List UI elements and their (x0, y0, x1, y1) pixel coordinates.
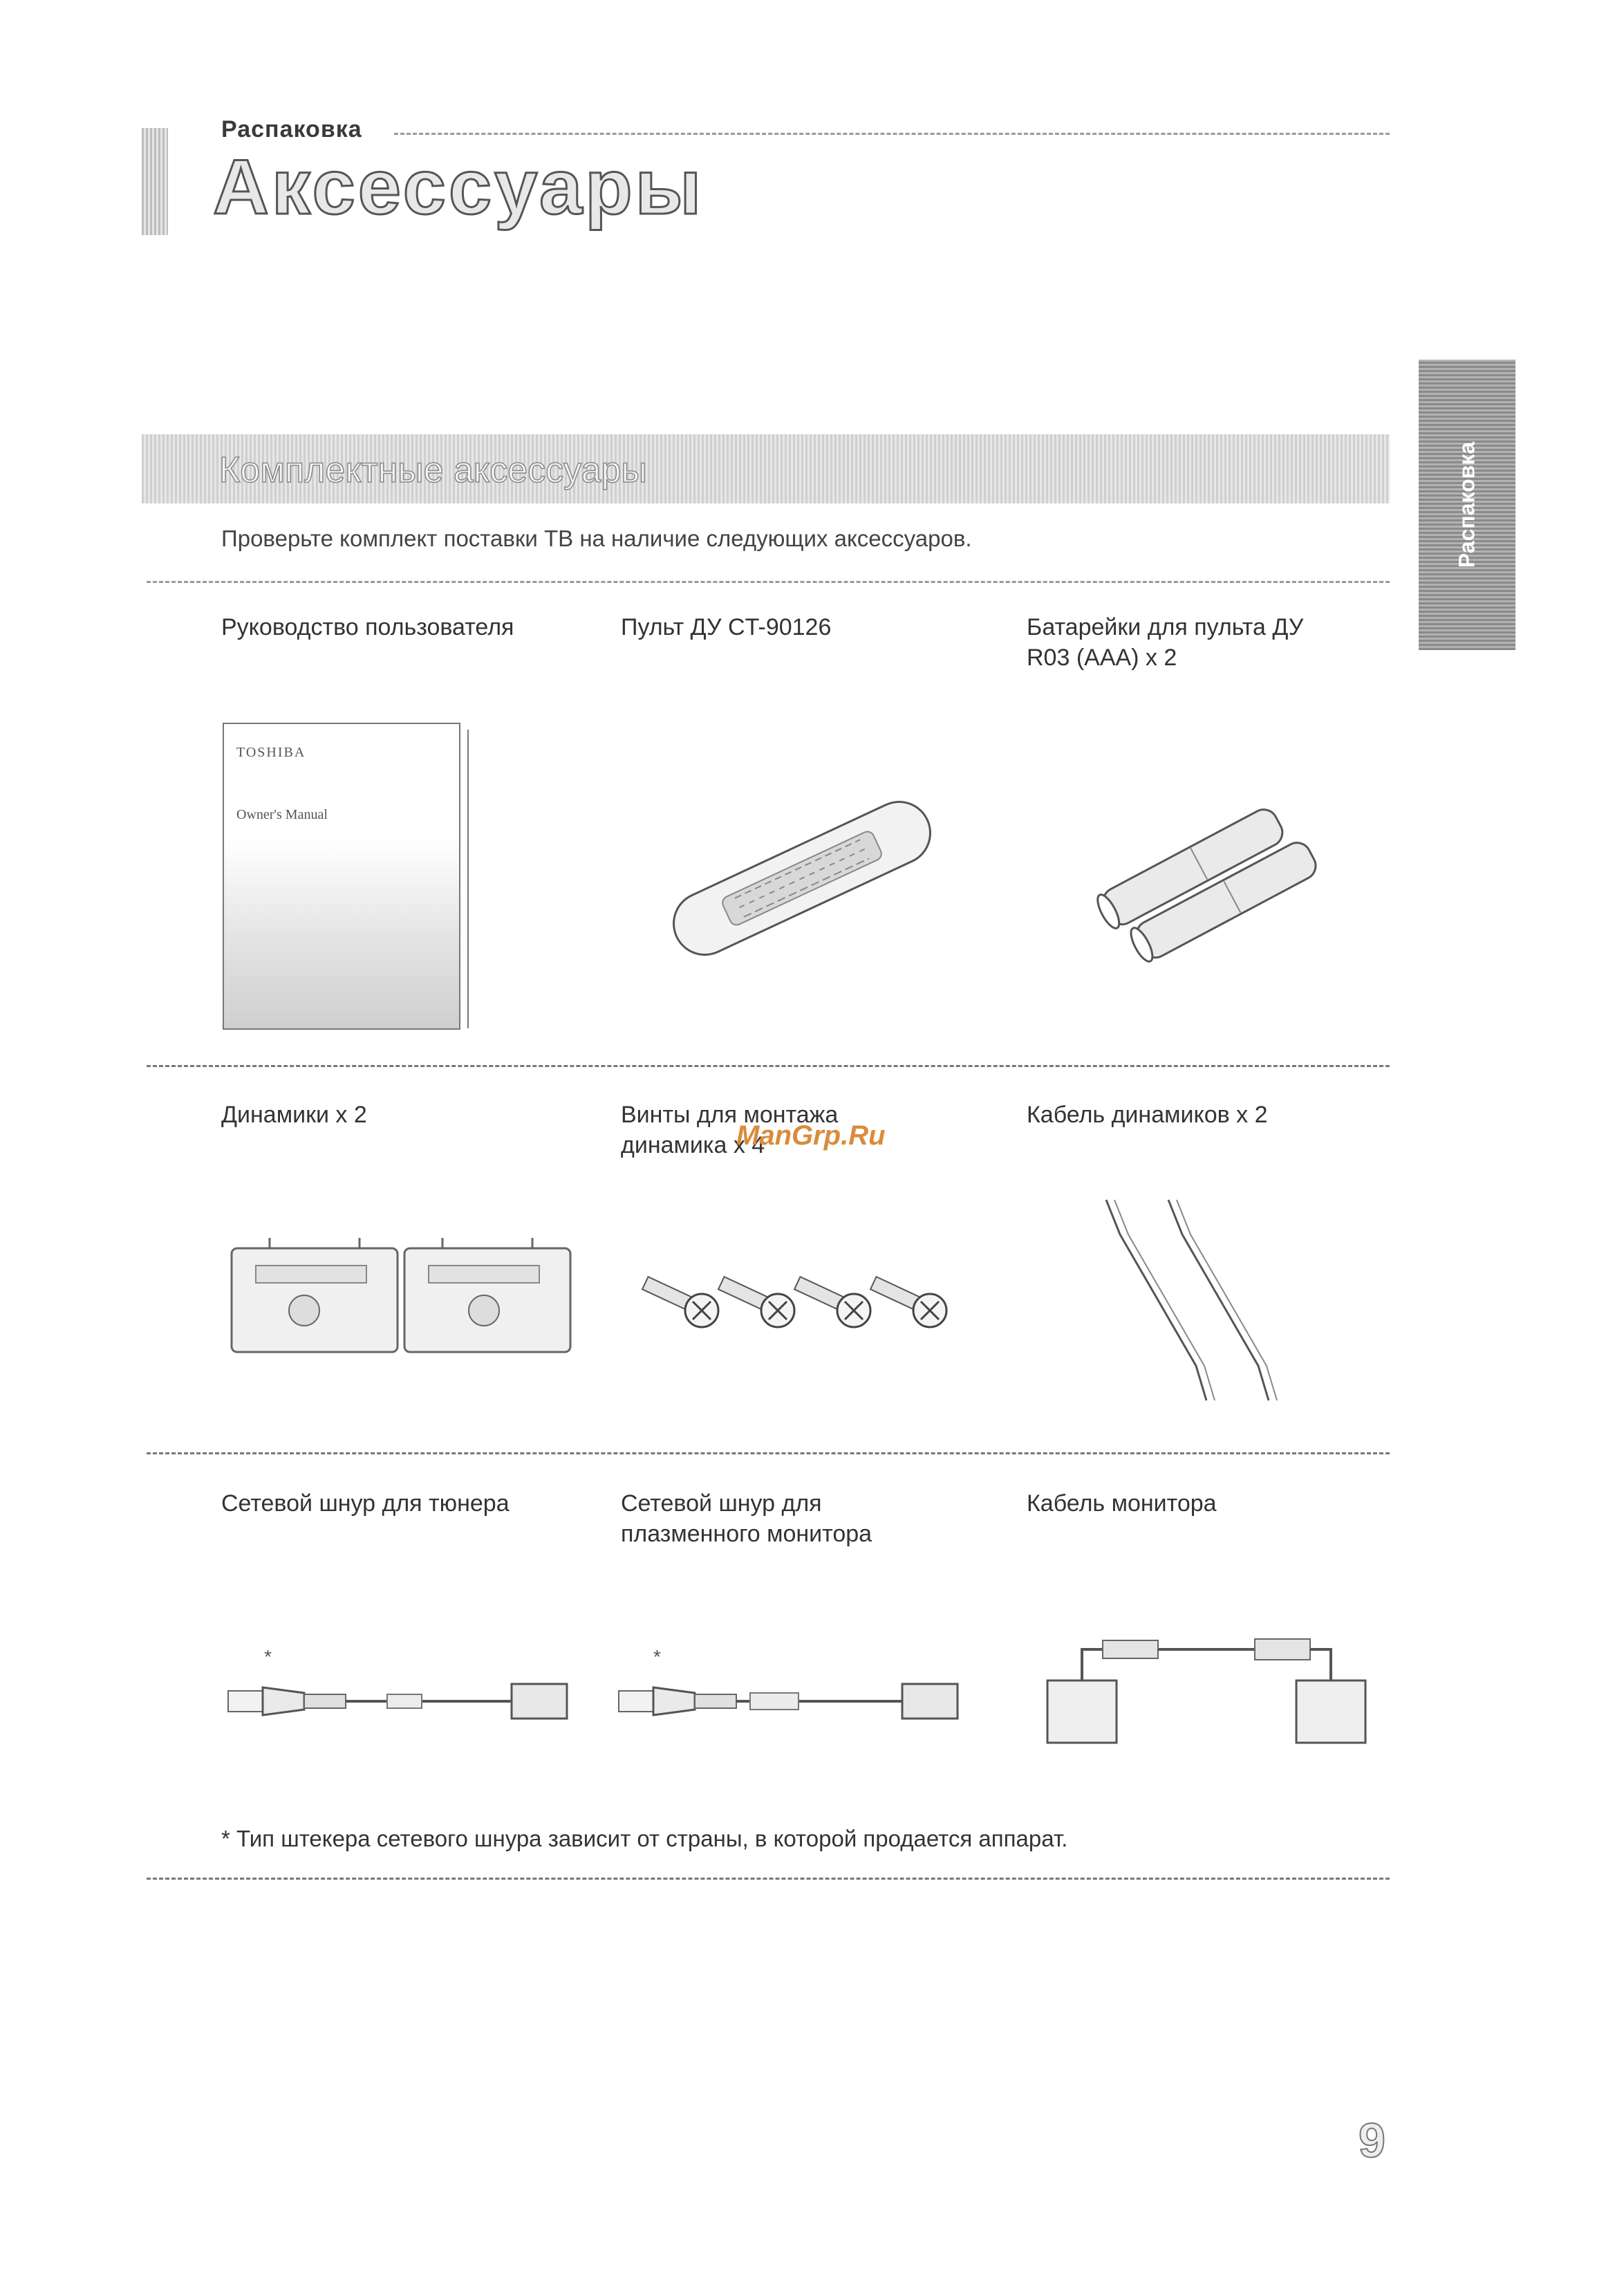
plug-type-mark-2: * (653, 1646, 661, 1667)
item-speaker-cable-label: Кабель динамиков x 2 (1027, 1102, 1268, 1128)
watermark: ManGrp.Ru (736, 1120, 886, 1151)
section-label: Распаковка (221, 116, 362, 142)
title-marker (142, 128, 168, 235)
monitor-power-cord-image (619, 1674, 971, 1729)
side-tab-label: Распаковка (1454, 441, 1479, 568)
speakers-image (228, 1234, 574, 1355)
side-tab (1419, 360, 1515, 650)
tuner-power-cord-image (228, 1674, 581, 1729)
subsection-heading (142, 434, 1390, 503)
manual-spine (460, 730, 469, 1028)
speaker-cables-image (1079, 1193, 1355, 1407)
item-monitor-cable-label: Кабель монитора (1027, 1490, 1217, 1517)
page-number: 9 (1359, 2113, 1385, 2167)
item-speaker-screws-label: Винты для монтажа динамика x 4 (621, 1102, 839, 1158)
divider-3 (147, 1452, 1390, 1454)
owners-manual-image (223, 723, 460, 1030)
divider-1 (147, 581, 1390, 583)
footer-rule (147, 1878, 1390, 1880)
item-tuner-power-cord-label: Сетевой шнур для тюнера (221, 1490, 510, 1517)
remote-control-image (657, 781, 947, 975)
monitor-cable-image (1034, 1618, 1379, 1750)
item-remote-label: Пульт ДУ CT-90126 (621, 614, 832, 640)
manual-title: Owner's Manual (236, 807, 328, 822)
page-title: Аксессуары (213, 144, 704, 230)
divider-2 (147, 1065, 1390, 1067)
item-speakers-label: Динамики x 2 (221, 1102, 367, 1128)
intro-text: Проверьте комплект поставки ТВ на наличие следующих аксессуаров. (221, 526, 972, 551)
item-owners-manual-label: Руководство пользователя (221, 614, 514, 640)
plug-type-mark-1: * (264, 1646, 272, 1667)
subsection-title: Комплектные аксессуары (219, 450, 647, 490)
manual-brand: TOSHIBA (236, 745, 306, 760)
header-rule (394, 133, 1390, 135)
footnote: * Тип штекера сетевого шнура зависит от страны, в которой продается аппарат. (221, 1826, 1068, 1851)
item-monitor-power-cord-label: Сетевой шнур для плазменного монитора (621, 1490, 872, 1547)
item-batteries-label: Батарейки для пульта ДУ R03 (AAA) x 2 (1027, 614, 1304, 671)
screws-image (636, 1255, 961, 1352)
batteries-image (1092, 802, 1320, 968)
screw (642, 1277, 718, 1327)
